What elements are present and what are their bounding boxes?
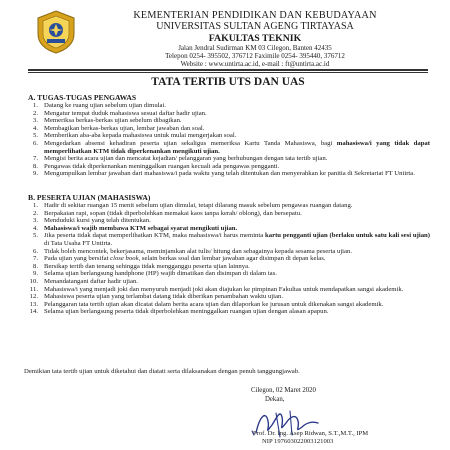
- item-number: 12.: [29, 293, 38, 301]
- list-item: [24, 248, 430, 256]
- signer-name: Prof. Dr. Ing. Asep Ridwan, S.T.,M.T., IPM: [253, 430, 369, 437]
- list-item: [24, 225, 430, 233]
- item-text: Selama ujian berlangsung handphone (HP) wajib dimatikan dan disimpan di dalam tas.: [44, 270, 277, 278]
- item-number: 5.: [32, 132, 38, 140]
- list-item: [24, 278, 430, 286]
- item-number: 10.: [29, 277, 38, 285]
- item-text: Membagikan berkas-berkas ujian, lembar jawaban dan soal.: [44, 124, 205, 132]
- section-a-list: [24, 102, 430, 178]
- item-number: 13.: [29, 300, 38, 308]
- item-text: Berpakaian rapi, sopan (tidak diperbolehkan memakai kaos tanpa kerah/ oblong), dan bersepatu.: [44, 209, 302, 217]
- list-item: [24, 110, 430, 118]
- place-date: Cilegon, 02 Maret 2020: [251, 387, 316, 394]
- list-item: [24, 102, 430, 110]
- faculty-name: FAKULTAS TEKNIK: [208, 33, 302, 44]
- university-logo: [36, 10, 76, 54]
- item-text: [44, 232, 430, 247]
- list-item: [24, 170, 430, 178]
- list-item: [24, 217, 430, 225]
- section-b-list: [24, 202, 430, 316]
- item-text-after: di Tata Usaha FT Untirta.: [44, 239, 113, 247]
- list-item: [24, 155, 430, 163]
- university-name: UNIVERSITAS SULTAN AGENG TIRTAYASA: [156, 21, 354, 32]
- item-number: 9.: [32, 270, 38, 278]
- phone-line: Telepon 0254- 395502, 376712 Faximile 0254- 395440, 376712: [165, 52, 345, 60]
- document-title: TATA TERTIB UTS DAN UAS: [151, 76, 305, 88]
- web-line: Website : www.untirta.ac.id, e-mail : ft@untirta.ac.id: [180, 60, 330, 68]
- item-text: Bersikap tertib dan tenang sehingga tidak mengganggu peserta ujian lainnya.: [44, 262, 250, 270]
- item-text: Memberikan aba-aba kepada mahasiswa untuk mulai mengerjakan soal.: [44, 132, 237, 140]
- section-a-heading: A. TUGAS-TUGAS PENGAWAS: [28, 93, 137, 102]
- list-item: [24, 210, 430, 218]
- item-text: Menduduki kursi yang telah ditentukan.: [44, 217, 151, 225]
- item-text-plain: Jika peserta tidak dapat memperlihatkan KTM, maka mahasiswa/i harus meminta: [44, 232, 266, 240]
- item-text: Tidak boleh mencontek, bekerjasama, meminjamkan alat tulis/ hitung dan sebagainya kepada sesama peserta ujian.: [44, 247, 353, 255]
- item-number: 6.: [32, 247, 38, 255]
- list-item: [24, 270, 430, 278]
- item-number: 8.: [32, 162, 38, 170]
- item-text: Hadir di sekitar ruangan 15 menit sebelum ujian dimulai, tetapi dilarang masuk sebelum pengawas ruangan datang.: [44, 202, 353, 209]
- item-number: 2.: [32, 209, 38, 217]
- item-text-plain: Pada ujian yang bersifat: [44, 255, 111, 263]
- list-item: [24, 301, 430, 309]
- item-text-plain: Mengedarkan absensi kehadiran peserta ujian sekaligus memeriksa Kartu Tanda Mahasiswa, bagi: [44, 139, 337, 147]
- list-item: [24, 286, 430, 294]
- ministry-name: KEMENTERIAN PENDIDIKAN DAN KEBUDAYAAN: [133, 10, 377, 21]
- item-number: 6.: [32, 139, 38, 147]
- item-text: Memeriksa berkas-berkas ujian sebelum dibagikan.: [44, 117, 182, 125]
- item-number: 5.: [32, 232, 38, 240]
- item-text: Mengisi berita acara ujian dan mencatat kejadian/ pelanggaran yang berhubungan dengan tata tertib ujian.: [44, 155, 328, 163]
- item-number: 1.: [32, 202, 38, 209]
- item-number: 14.: [29, 308, 38, 316]
- list-item: [24, 255, 430, 263]
- list-item: [24, 140, 430, 155]
- item-number: 4.: [32, 124, 38, 132]
- item-number: 2.: [32, 109, 38, 117]
- item-number: 7.: [32, 255, 38, 263]
- list-item: [24, 263, 430, 271]
- item-text: [44, 140, 430, 155]
- item-number: 3.: [32, 217, 38, 225]
- item-number: 11.: [29, 285, 38, 293]
- item-text: Pengawas tidak diperkenankan meninggalkan ruangan kecuali ada pengawas pengganti.: [44, 162, 280, 170]
- item-text: Mahasiswa/i yang menjadi joki dan menyuruh menjadi joki akan diajukan ke pimpinan Fakultas untuk mendapatkan sangsi akademik.: [44, 285, 404, 293]
- item-number: 8.: [32, 262, 38, 270]
- header-rule-thick: [28, 69, 428, 71]
- list-item: [24, 293, 430, 301]
- list-item: [24, 308, 430, 316]
- address-line: Jalan Jendral Sudirman KM 03 Cilegon, Banten 42435: [178, 44, 332, 52]
- list-item: [24, 163, 430, 171]
- item-text: Mengumpulkan lembar jawaban dari mahasiswa/i pada waktu yang telah ditentukan dan menyerahkan ke panitia di Sekretariat FT Untirta.: [44, 170, 415, 178]
- item-text-bold: mahasiswa/i yang tidak dapat memperlihatkan KTM tidak diperkenankan mengikuti ujian.: [44, 139, 430, 155]
- item-text-bold: Mahasiswa/i wajib membawa KTM sebagai syarat mengikuti ujian.: [44, 224, 238, 232]
- item-text-after: , selain berkas soal dan lembar jawaban agar disimpan di depan kelas.: [138, 255, 326, 263]
- item-number: 1.: [32, 102, 38, 109]
- list-item: [24, 202, 430, 210]
- item-text: Mengatur tempat duduk mahasiswa sesuai daftar hadir ujian.: [44, 109, 207, 117]
- item-number: 7.: [32, 155, 38, 163]
- section-b-heading: B. PESERTA UJIAN (MAHASISWA): [28, 193, 151, 202]
- list-item: [24, 125, 430, 133]
- item-text: [44, 255, 430, 263]
- signer-role: Dekan,: [265, 396, 285, 403]
- item-text: Pelanggaran tata tertib ujian akan dicatat dalam berita acara ujian dan dilaporkan ke jurusan untuk dikenakan sangsi akademik.: [44, 300, 384, 308]
- signer-nip: NIP 197603022003121003: [262, 438, 334, 445]
- closing-statement: Demikian tata tertib ujian untuk diketahui dan diatati serta dilaksanakan dengan penuh tanggungjawab.: [24, 368, 300, 375]
- list-item: [24, 117, 430, 125]
- list-item: [24, 232, 430, 247]
- item-text: Selama ujian berlangsung peserta tidak diperbolehkan meninggalkan ruangan ujian dengan alasan apapun.: [44, 308, 329, 316]
- item-number: 3.: [32, 117, 38, 125]
- item-text: Menandatangani daftar hadir ujian.: [44, 277, 138, 285]
- list-item: [24, 132, 430, 140]
- header-rule-thin: [28, 72, 428, 73]
- item-text: Mahasiswa peserta ujian yang terlambat datang tidak diberikan penambahan waktu ujian.: [44, 293, 283, 301]
- item-text-italic: close book: [110, 255, 139, 263]
- item-text: Datang ke ruang ujian sebelum ujian dimulai.: [44, 102, 167, 109]
- item-number: 4.: [32, 224, 38, 232]
- item-text-bold: kartu pengganti ujian (berlaku untuk satu kali sesi ujian): [265, 232, 430, 240]
- item-number: 9.: [32, 170, 38, 178]
